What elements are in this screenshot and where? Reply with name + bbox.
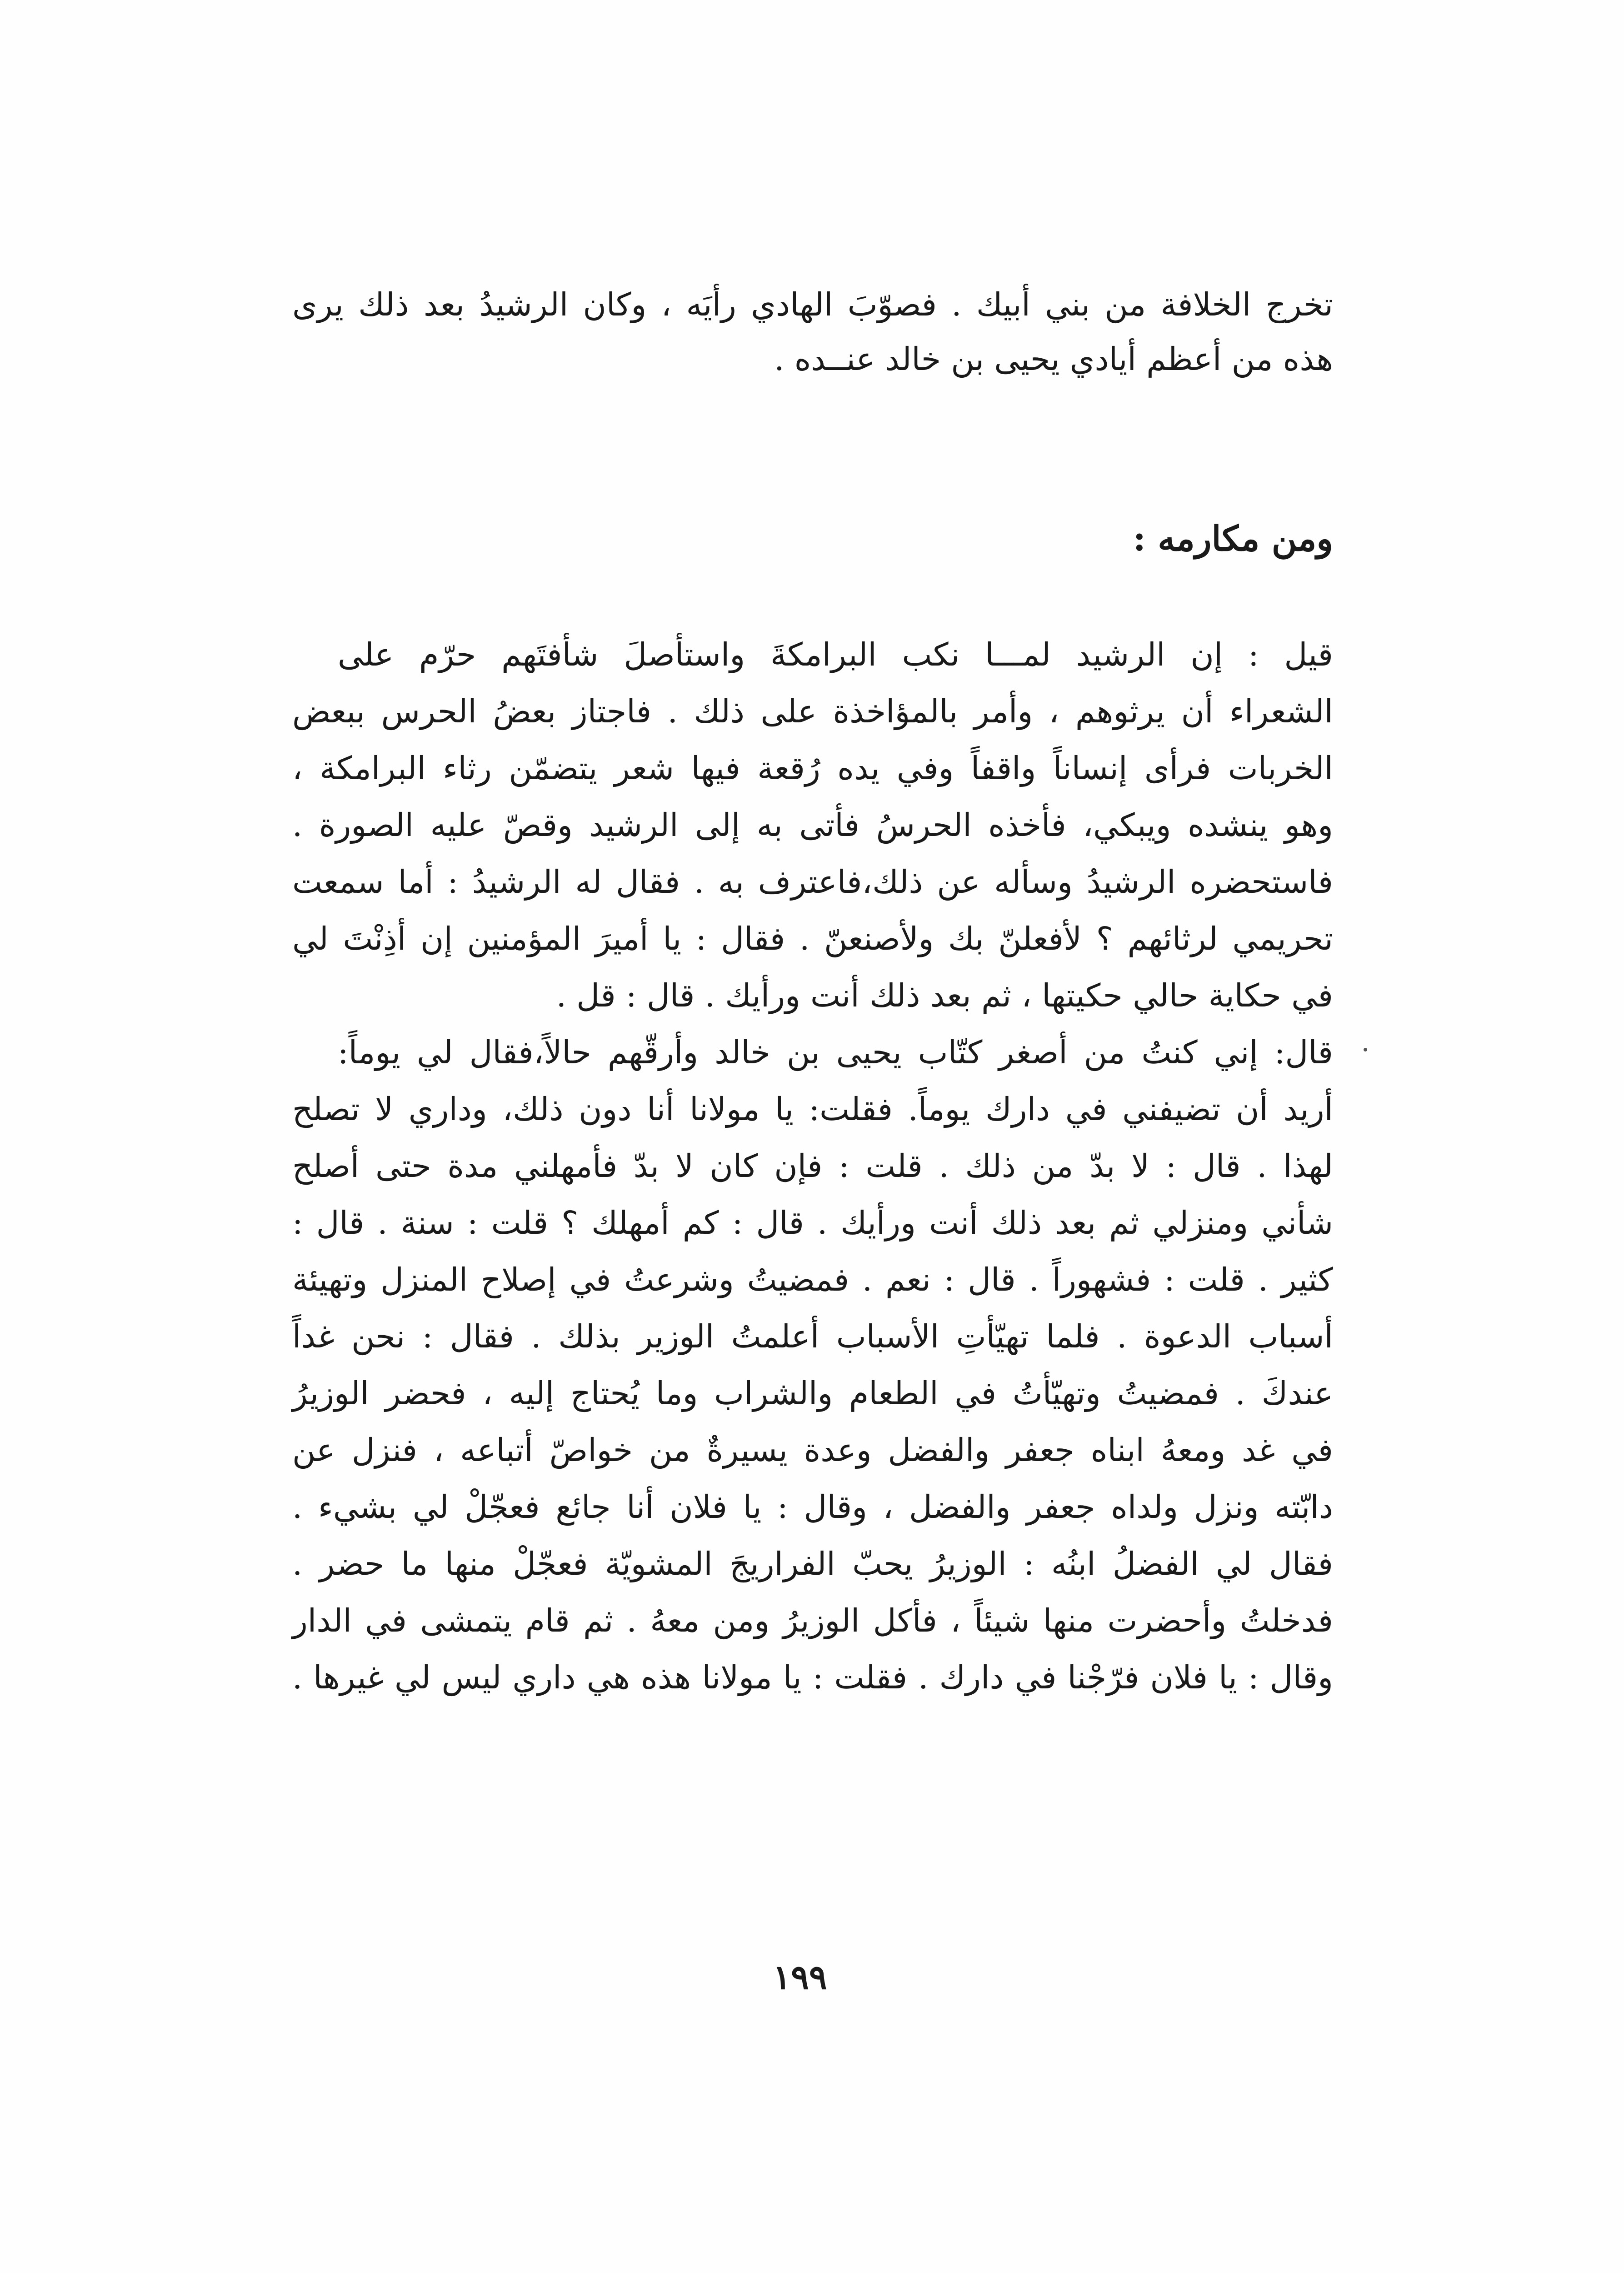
text-line-3: قيل : إن الرشيد لمـــا نكب البرامكةَ واستأصلَ شأفتَهم حرّم على — [338, 636, 1333, 673]
text-line-13: شأني ومنزلي ثم بعد ذلك أنت ورأيك . قال : كم أمهلك ؟ قلت : سنة . قال : — [292, 1204, 1333, 1242]
text-line-19: فقال لي الفضلُ ابنُه : الوزيرُ يحبّ الفراريجَ المشويّة فعجّلْ منها ما حضر . — [292, 1545, 1333, 1582]
text-line-21: وقال : يا فلان فرّجْنا في دارك . فقلت : يا مولانا هذه هي داري ليس لي غيرها . — [292, 1659, 1333, 1696]
margin-dot — [1364, 1048, 1367, 1051]
text-line-20: فدخلتُ وأحضرت منها شيئاً ، فأكل الوزيرُ ومن معهُ . ثم قام يتمشى في الدار — [292, 1602, 1333, 1639]
text-line-14: كثير . قلت : فشهوراً . قال : نعم . فمضيتُ وشرعتُ في إصلاح المنزل وتهيئة — [292, 1261, 1333, 1298]
text-line-15: أسباب الدعوة . فلما تهيّأتِ الأسباب أعلمتُ الوزير بذلك . فقال : نحن غداً — [292, 1318, 1333, 1355]
text-line-5: الخربات فرأى إنساناً واقفاً وفي يده رُقعة فيها شعر يتضمّن رثاء البرامكة ، — [292, 750, 1333, 787]
text-line-8: تحريمي لرثائهم ؟ لأفعلنّ بك ولأصنعنّ . فقال : يا أميرَ المؤمنين إن أذِنْتَ لي — [292, 920, 1333, 957]
text-line-18: دابّته ونزل ولداه جعفر والفضل ، وقال : يا فلان أنا جائع فعجّلْ لي بشيء . — [292, 1488, 1333, 1526]
text-line-6: وهو ينشده ويبكي، فأخذه الحرسُ فأتى به إلى الرشيد وقصّ عليه الصورة . — [292, 806, 1333, 844]
text-line-12: لهذا . قال : لا بدّ من ذلك . قلت : فإن كان لا بدّ فأمهلني مدة حتى أصلح — [292, 1147, 1333, 1185]
text-line-16: عندكَ . فمضيتُ وتهيّأتُ في الطعام والشراب وما يُحتاج إليه ، فحضر الوزيرُ — [292, 1375, 1333, 1412]
text-line-11: أريد أن تضيفني في دارك يوماً. فقلت: يا مولانا أنا دون ذلك، وداري لا تصلح — [292, 1091, 1333, 1128]
text-line-2: هذه من أعظم أيادي يحيى بن خالد عنــده . — [774, 340, 1333, 378]
text-line-4: الشعراء أن يرثوهم ، وأمر بالمؤاخذة على ذلك . فاجتاز بعضُ الحرس ببعض — [292, 693, 1333, 730]
text-line-10: قال: إني كنتُ من أصغر كتّاب يحيى بن خالد وأرقّهم حالاً،فقال لي يوماً: — [338, 1034, 1333, 1071]
text-line-7: فاستحضره الرشيدُ وسأله عن ذلك،فاعترف به . فقال له الرشيدُ : أما سمعت — [292, 863, 1333, 901]
page-number: ١٩٩ — [773, 1958, 827, 1997]
text-line-17: في غد ومعهُ ابناه جعفر والفضل وعدة يسيرةٌ من خواصّ أتباعه ، فنزل عن — [292, 1432, 1333, 1469]
text-line-9: في حكاية حالي حكيتها ، ثم بعد ذلك أنت ورأيك . قال : قل . — [556, 977, 1333, 1014]
text-line-1: تخرج الخلافة من بني أبيك . فصوّبَ الهادي رأيَه ، وكان الرشيدُ بعد ذلك يرى — [292, 286, 1333, 323]
section-heading: ومن مكارمه : — [1133, 518, 1333, 559]
